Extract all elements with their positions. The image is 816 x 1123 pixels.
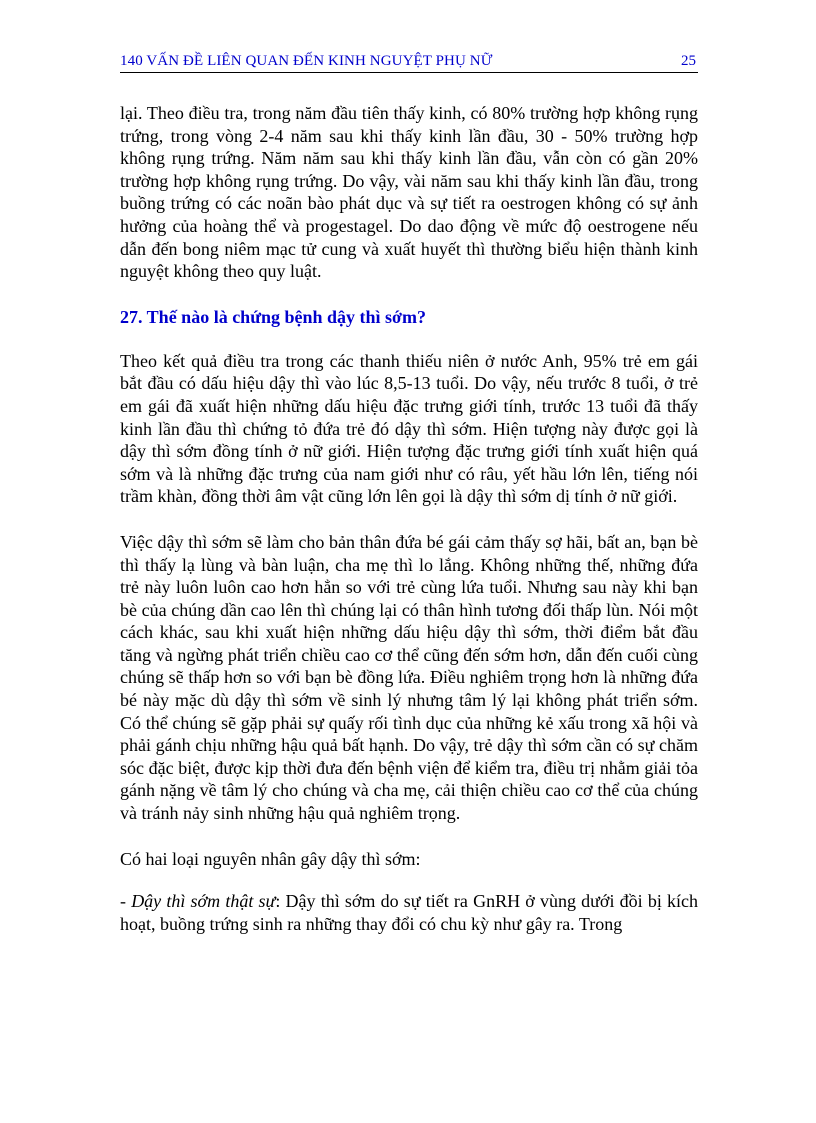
running-header [120, 50, 698, 73]
paragraph-survey: Theo kết quả điều tra trong các thanh thiếu niên ở nước Anh, 95% trẻ em gái bắt đầu có dấu hiệu dậy thì vào lúc 8,5-13 tuổi. Do vậy, nếu trước 8 tuổi, ở trẻ em gái đã xuất hiện những dấu hiệu đặc trưng giới tính, trước 13 tuổi đã thấy kinh lần đầu thì chứng tỏ đứa trẻ đó dậy thì sớm. Hiện tượng này được gọi là dậy thì sớm đồng tính ở nữ giới. Hiện tượng đặc trưng giới tính xuất hiện quá sớm và là những đặc trưng của nam giới như có râu, yết hầu lớn lên, tiếng nói trầm khàn, đồng thời âm vật cũng lớn lên gọi là dậy thì sớm dị tính ở nữ giới. [120, 350, 698, 507]
book-title: 140 VẤN ĐỀ LIÊN QUAN ĐẾN KINH NGUYỆT PHỤ NỮ [120, 53, 493, 69]
term-description: : Dậy thì sớm do sự tiết ra GnRH ở vùng dưới đồi bị kích hoạt, buồng trứng sinh ra những thay đổi có chu kỳ như gây ra. Trong [120, 891, 698, 934]
page-number: 25 [681, 53, 696, 69]
section-heading: 27. Thế nào là chứng bệnh dậy thì sớm? [120, 306, 427, 327]
paragraph-continued: lại. Theo điều tra, trong năm đầu tiên thấy kinh, có 80% trường hợp không rụng trứng, trong vòng 2-4 năm sau khi thấy kinh lần đầu, 30 - 50% trường hợp không rụng trứng. Năm năm sau khi thấy kinh lần đầu, vẫn còn có gần 20% trường hợp không rụng trứng. Do vậy, vài năm sau khi thấy kinh lần đầu, trong buồng trứng có các noãn bào phát dục và sự tiết ra oestrogen không có sự ảnh hưởng của hoàng thể và progestagel. Do dao động về mức độ oestrogene nếu dẫn đến bong niêm mạc tử cung và xuất huyết thì thường biểu hiện thành kinh nguyệt không theo quy luật. [120, 103, 698, 282]
paragraph-consequences: Việc dậy thì sớm sẽ làm cho bản thân đứa bé gái cảm thấy sợ hãi, bất an, bạn bè thì thấy lạ lùng và bàn luận, cha mẹ thì lo lắng. Không những thế, những đứa trẻ này luôn luôn cao hơn hẳn so với trẻ cùng lứa tuổi. Nhưng sau này khi bạn bè của chúng dần cao lên thì chúng lại có thân hình tương đối thấp lùn. Nói một cách khác, sau khi xuất hiện những dấu hiệu dậy thì sớm, thời điểm bắt đầu tăng và ngừng phát triển chiều cao cơ thể cũng đến sớm hơn, dẫn đến cuối cùng chúng sẽ thấp hơn so với bạn bè đồng lứa. Điều nghiêm trọng hơn là những đứa bé này mặc dù dậy thì sớm về sinh lý nhưng tâm lý lại không phát triển sớm. Có thể chúng sẽ gặp phải sự quấy rối tình dục của những kẻ xấu trong xã hội và phải gánh chịu những hậu quả bất hạnh. Do vậy, trẻ dậy thì sớm cần có sự chăm sóc đặc biệt, được kịp thời đưa đến bệnh viện để kiểm tra, điều trị nhằm giải tỏa gánh nặng về tâm lý cho chúng và cha mẹ, cải thiện chiều cao cơ thể của chúng và tránh nảy sinh những hậu quả nghiêm trọng. [120, 531, 698, 824]
paragraph-causes-intro: Có hai loại nguyên nhân gây dậy thì sớm: [120, 848, 421, 869]
term-italic: Dậy thì sớm thật sự [131, 891, 276, 912]
paragraph-true-precocious [120, 890, 698, 935]
list-dash: - [120, 891, 132, 912]
body-text [120, 102, 698, 958]
